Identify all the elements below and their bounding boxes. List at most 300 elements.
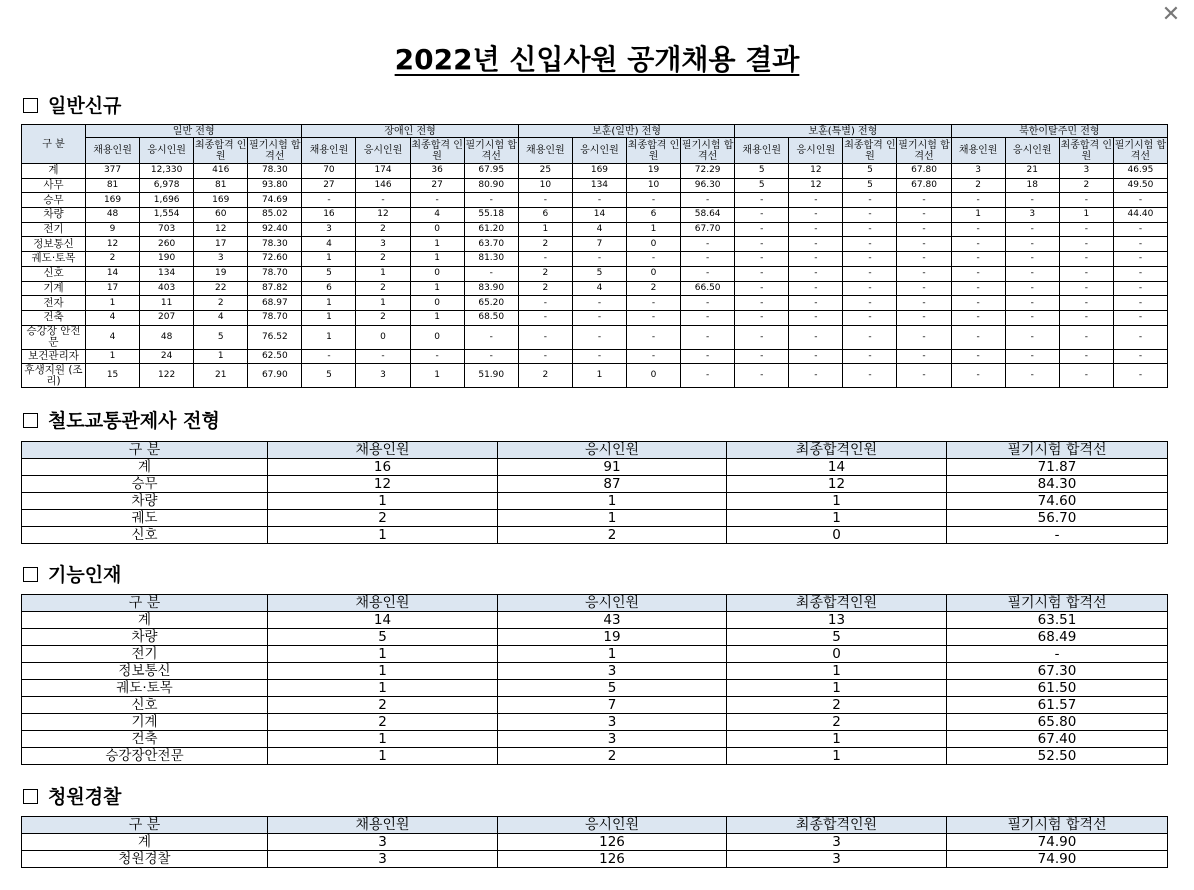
table-cell: - — [356, 349, 410, 364]
table-cell: - — [735, 222, 789, 237]
table-cell: - — [1005, 296, 1059, 311]
row-label: 차량 — [22, 493, 268, 510]
table-cell: 4 — [86, 310, 140, 325]
table-cell: - — [843, 237, 897, 252]
table-cell: 12 — [727, 476, 947, 493]
table-cell: 1 — [498, 646, 727, 663]
table-cell: - — [1005, 281, 1059, 296]
sub-header: 응시인원 — [572, 138, 626, 164]
table-row — [22, 178, 1168, 193]
table-cell: - — [843, 296, 897, 311]
table-cell: 67.80 — [897, 164, 951, 179]
row-label: 신호 — [22, 266, 86, 281]
table-cell: - — [1005, 325, 1059, 349]
table-cell: - — [735, 252, 789, 267]
table-cell: 1 — [727, 493, 947, 510]
table-cell: 3 — [302, 222, 356, 237]
table-cell: - — [464, 349, 518, 364]
table-cell: 1 — [356, 296, 410, 311]
table-cell: 1 — [518, 222, 572, 237]
table-cell: 17 — [194, 237, 248, 252]
railway-control-table — [21, 441, 1168, 544]
table-cell: - — [1059, 349, 1113, 364]
security-guard-table — [21, 816, 1168, 868]
table-cell: - — [789, 237, 843, 252]
table-cell: 10 — [627, 178, 681, 193]
table-row — [22, 834, 1168, 851]
table-row — [22, 459, 1168, 476]
table-cell: - — [518, 252, 572, 267]
table-cell: 60 — [194, 208, 248, 223]
table-cell: - — [681, 325, 735, 349]
table-row — [22, 527, 1168, 544]
table-cell: 15 — [86, 364, 140, 388]
group-header: 북한이탈주민 전형 — [951, 125, 1167, 138]
table-cell: - — [681, 296, 735, 311]
table-cell: - — [951, 364, 1005, 388]
table-cell: 4 — [572, 281, 626, 296]
table-cell: - — [1005, 252, 1059, 267]
table-row — [22, 349, 1168, 364]
table-cell: - — [735, 364, 789, 388]
table-cell: 6 — [627, 208, 681, 223]
sub-header: 응시인원 — [140, 138, 194, 164]
table-cell: - — [627, 310, 681, 325]
table-cell: 1 — [302, 296, 356, 311]
table-cell: - — [1113, 310, 1167, 325]
table-cell: 16 — [268, 459, 498, 476]
table-cell: 18 — [1005, 178, 1059, 193]
table-row — [22, 296, 1168, 311]
table-cell: - — [1113, 349, 1167, 364]
sub-header: 채용인원 — [86, 138, 140, 164]
table-cell: 3 — [498, 714, 727, 731]
row-label: 차량 — [22, 208, 86, 223]
table-cell: - — [572, 296, 626, 311]
table-cell: - — [410, 193, 464, 208]
table-cell: 207 — [140, 310, 194, 325]
table-cell: - — [1005, 349, 1059, 364]
table-cell: 2 — [498, 527, 727, 544]
table-cell: - — [1059, 222, 1113, 237]
table-row — [22, 325, 1168, 349]
table-cell: - — [789, 349, 843, 364]
table-cell: 21 — [194, 364, 248, 388]
table-cell: 1 — [268, 527, 498, 544]
table-cell: 5 — [843, 178, 897, 193]
table-cell: 25 — [518, 164, 572, 179]
table-cell: - — [897, 252, 951, 267]
table-cell: 6 — [518, 208, 572, 223]
row-label: 건축 — [22, 731, 268, 748]
table-row — [22, 697, 1168, 714]
table-cell: 11 — [140, 296, 194, 311]
table-cell: - — [789, 222, 843, 237]
table-cell: 3 — [498, 731, 727, 748]
row-label: 건축 — [22, 310, 86, 325]
table-cell: - — [627, 252, 681, 267]
table-cell: 2 — [356, 310, 410, 325]
table-cell: 61.57 — [947, 697, 1168, 714]
table-cell: 4 — [86, 325, 140, 349]
table-cell: 74.90 — [947, 851, 1168, 868]
table-row — [22, 164, 1168, 179]
table-cell: - — [1059, 310, 1113, 325]
table-cell: 70 — [302, 164, 356, 179]
table-row — [22, 612, 1168, 629]
table-cell: 1 — [627, 222, 681, 237]
row-label: 청원경찰 — [22, 851, 268, 868]
column-header: 구 분 — [22, 817, 268, 834]
table-cell: 2 — [727, 714, 947, 731]
table-cell: - — [735, 296, 789, 311]
row-label: 승강장 안전문 — [22, 325, 86, 349]
row-label: 신호 — [22, 697, 268, 714]
table-cell: 403 — [140, 281, 194, 296]
column-header: 응시인원 — [498, 817, 727, 834]
table-cell: 3 — [194, 252, 248, 267]
table-cell: - — [735, 193, 789, 208]
table-cell: - — [897, 266, 951, 281]
table-cell: 2 — [356, 222, 410, 237]
section-railway-control-title: 철도교통관제사 전형 — [23, 409, 220, 433]
table-cell: 1,696 — [140, 193, 194, 208]
row-label: 승무 — [22, 476, 268, 493]
table-cell: 5 — [735, 178, 789, 193]
table-cell: 169 — [194, 193, 248, 208]
table-cell: 1 — [572, 364, 626, 388]
table-row — [22, 266, 1168, 281]
table-cell: 19 — [627, 164, 681, 179]
row-label: 정보통신 — [22, 237, 86, 252]
table-cell: 56.70 — [947, 510, 1168, 527]
column-header: 최종합격인원 — [727, 817, 947, 834]
column-header: 채용인원 — [268, 817, 498, 834]
table-cell: 7 — [498, 697, 727, 714]
table-cell: 260 — [140, 237, 194, 252]
table-cell: - — [897, 222, 951, 237]
table-cell: - — [1005, 266, 1059, 281]
table-cell: - — [1113, 252, 1167, 267]
table-cell: 14 — [86, 266, 140, 281]
sub-header: 응시인원 — [356, 138, 410, 164]
table-cell: - — [843, 266, 897, 281]
table-cell: 85.02 — [248, 208, 302, 223]
table-cell: - — [897, 364, 951, 388]
table-cell: 93.80 — [248, 178, 302, 193]
table-cell: 72.29 — [681, 164, 735, 179]
table-cell: 27 — [302, 178, 356, 193]
row-label: 차량 — [22, 629, 268, 646]
table-cell: 81 — [194, 178, 248, 193]
table-cell: - — [843, 349, 897, 364]
table-cell: 1 — [302, 325, 356, 349]
table-cell: - — [951, 349, 1005, 364]
table-cell: 3 — [951, 164, 1005, 179]
table-row — [22, 193, 1168, 208]
table-cell: 1 — [268, 748, 498, 765]
table-cell: 83.90 — [464, 281, 518, 296]
table-cell: - — [681, 266, 735, 281]
table-cell: - — [951, 237, 1005, 252]
row-label: 전기 — [22, 222, 86, 237]
table-cell: - — [572, 349, 626, 364]
table-cell: - — [1059, 364, 1113, 388]
table-cell: 67.95 — [464, 164, 518, 179]
table-cell: 58.64 — [681, 208, 735, 223]
table-cell: 12 — [86, 237, 140, 252]
sub-header: 최종합격 인원 — [844, 139, 896, 162]
table-cell: 14 — [268, 612, 498, 629]
table-cell: 0 — [627, 237, 681, 252]
table-cell: 1 — [86, 296, 140, 311]
table-row — [22, 476, 1168, 493]
column-header: 구 분 — [22, 442, 268, 459]
table-cell: 3 — [727, 834, 947, 851]
table-row — [22, 663, 1168, 680]
table-row — [22, 851, 1168, 868]
table-cell: 1 — [268, 646, 498, 663]
table-cell: 43 — [498, 612, 727, 629]
row-label: 기계 — [22, 714, 268, 731]
column-header: 채용인원 — [268, 442, 498, 459]
table-cell: 48 — [140, 325, 194, 349]
table-cell: - — [843, 193, 897, 208]
table-cell: 146 — [356, 178, 410, 193]
table-cell: - — [897, 325, 951, 349]
table-cell: 2 — [518, 364, 572, 388]
table-cell: 2 — [518, 266, 572, 281]
table-row — [22, 646, 1168, 663]
table-cell: 12 — [789, 164, 843, 179]
table-cell: 5 — [735, 164, 789, 179]
table-row — [22, 510, 1168, 527]
table-cell: - — [789, 310, 843, 325]
table-cell: - — [951, 281, 1005, 296]
table-cell: 3 — [356, 364, 410, 388]
table-cell: 16 — [302, 208, 356, 223]
table-cell: 78.70 — [248, 266, 302, 281]
table-row — [22, 208, 1168, 223]
table-cell: - — [1005, 237, 1059, 252]
table-cell: 1 — [268, 663, 498, 680]
table-cell: - — [789, 208, 843, 223]
table-cell: - — [735, 349, 789, 364]
table-cell: 67.30 — [947, 663, 1168, 680]
table-cell: 61.50 — [947, 680, 1168, 697]
table-cell: 12 — [789, 178, 843, 193]
table-cell: - — [518, 349, 572, 364]
table-cell: - — [464, 325, 518, 349]
row-label: 사무 — [22, 178, 86, 193]
table-row — [22, 731, 1168, 748]
table-cell: 12 — [268, 476, 498, 493]
page-title: 2022년 신입사원 공개채용 결과 — [394, 43, 800, 76]
table-cell: 1 — [727, 748, 947, 765]
table-cell: - — [947, 527, 1168, 544]
table-cell: - — [681, 349, 735, 364]
table-cell: - — [843, 281, 897, 296]
table-cell: - — [1113, 222, 1167, 237]
table-cell: 71.87 — [947, 459, 1168, 476]
table-cell: 2 — [951, 178, 1005, 193]
table-cell: - — [518, 325, 572, 349]
table-cell: - — [1005, 222, 1059, 237]
table-cell: 22 — [194, 281, 248, 296]
table-cell: - — [1005, 193, 1059, 208]
section-skilled-talent-title: 기능인재 — [23, 563, 121, 587]
sub-header: 채용인원 — [302, 138, 356, 164]
table-cell: - — [1113, 237, 1167, 252]
sub-header: 채용인원 — [951, 138, 1005, 164]
table-cell: - — [572, 310, 626, 325]
table-cell: 78.70 — [248, 310, 302, 325]
table-cell: - — [681, 310, 735, 325]
row-label: 전기 — [22, 646, 268, 663]
table-cell: - — [843, 252, 897, 267]
table-cell: 24 — [140, 349, 194, 364]
table-cell: - — [947, 646, 1168, 663]
table-cell: 72.60 — [248, 252, 302, 267]
table-cell: - — [681, 364, 735, 388]
sub-header: 필기시험 합격선 — [898, 139, 950, 162]
table-cell: 3 — [727, 851, 947, 868]
table-cell: 4 — [302, 237, 356, 252]
table-cell: - — [302, 349, 356, 364]
table-cell: 0 — [410, 296, 464, 311]
table-cell: - — [464, 193, 518, 208]
general-recruitment-table — [21, 124, 1168, 388]
table-cell: 67.40 — [947, 731, 1168, 748]
table-cell: - — [1059, 237, 1113, 252]
table-cell: - — [897, 193, 951, 208]
table-cell: 0 — [627, 364, 681, 388]
table-cell: 377 — [86, 164, 140, 179]
table-cell: 74.69 — [248, 193, 302, 208]
table-cell: 19 — [194, 266, 248, 281]
column-header: 응시인원 — [498, 442, 727, 459]
table-cell: 1 — [951, 208, 1005, 223]
table-cell: - — [843, 364, 897, 388]
table-cell: - — [572, 193, 626, 208]
table-cell: 80.90 — [464, 178, 518, 193]
table-cell: 44.40 — [1113, 208, 1167, 223]
table-cell: 3 — [356, 237, 410, 252]
table-cell: 2 — [268, 510, 498, 527]
table-cell: 1 — [498, 510, 727, 527]
table-cell: 9 — [86, 222, 140, 237]
column-header: 응시인원 — [498, 595, 727, 612]
table-cell: - — [627, 349, 681, 364]
table-cell: 61.20 — [464, 222, 518, 237]
group-header: 장애인 전형 — [302, 125, 518, 138]
column-header: 구 분 — [22, 595, 268, 612]
table-cell: - — [897, 208, 951, 223]
table-cell: 2 — [86, 252, 140, 267]
checkbox-icon — [23, 567, 38, 582]
table-cell: 21 — [1005, 164, 1059, 179]
table-cell: - — [735, 325, 789, 349]
table-cell: - — [789, 252, 843, 267]
table-cell: - — [356, 193, 410, 208]
table-cell: 0 — [410, 266, 464, 281]
table-cell: - — [410, 349, 464, 364]
checkbox-icon — [23, 98, 38, 113]
table-cell: - — [1005, 310, 1059, 325]
table-cell: - — [1113, 266, 1167, 281]
table-cell: 12 — [194, 222, 248, 237]
sub-header: 최종합격 인원 — [411, 139, 463, 162]
table-cell: - — [1005, 364, 1059, 388]
table-cell: - — [1059, 281, 1113, 296]
table-cell: - — [789, 296, 843, 311]
table-cell: 2 — [268, 714, 498, 731]
table-row — [22, 629, 1168, 646]
table-cell: 48 — [86, 208, 140, 223]
table-cell: - — [843, 208, 897, 223]
table-cell: 6,978 — [140, 178, 194, 193]
table-cell: 134 — [572, 178, 626, 193]
table-cell: 5 — [194, 325, 248, 349]
table-row — [22, 748, 1168, 765]
table-cell: - — [1059, 296, 1113, 311]
table-cell: - — [518, 310, 572, 325]
table-cell: - — [897, 310, 951, 325]
table-cell: - — [1113, 364, 1167, 388]
table-cell: 1 — [268, 680, 498, 697]
table-cell: 2 — [498, 748, 727, 765]
table-cell: - — [1059, 193, 1113, 208]
table-cell: 74.90 — [947, 834, 1168, 851]
table-row — [22, 714, 1168, 731]
table-cell: 2 — [194, 296, 248, 311]
table-cell: 87 — [498, 476, 727, 493]
row-label: 신호 — [22, 527, 268, 544]
table-cell: - — [1059, 266, 1113, 281]
table-cell: - — [951, 193, 1005, 208]
table-cell: 91 — [498, 459, 727, 476]
table-cell: - — [789, 281, 843, 296]
table-cell: 1 — [302, 252, 356, 267]
close-icon[interactable]: ✕ — [1161, 2, 1181, 27]
table-cell: 27 — [410, 178, 464, 193]
table-cell: 0 — [410, 325, 464, 349]
table-cell: 4 — [410, 208, 464, 223]
table-cell: 5 — [498, 680, 727, 697]
table-cell: - — [572, 252, 626, 267]
table-cell: 1 — [727, 731, 947, 748]
table-cell: - — [897, 349, 951, 364]
table-cell: 81 — [86, 178, 140, 193]
table-cell: 2 — [356, 252, 410, 267]
table-cell: 63.70 — [464, 237, 518, 252]
sub-header: 필기시험 합격선 — [465, 139, 517, 162]
row-label: 기계 — [22, 281, 86, 296]
table-cell: - — [681, 237, 735, 252]
table-cell: - — [789, 325, 843, 349]
table-cell: - — [1059, 325, 1113, 349]
table-cell: 1 — [727, 663, 947, 680]
table-cell: 0 — [627, 266, 681, 281]
sub-header: 필기시험 합격선 — [1114, 139, 1167, 162]
row-label: 승무 — [22, 193, 86, 208]
sub-header: 최종합격 인원 — [627, 139, 680, 162]
table-cell: 68.50 — [464, 310, 518, 325]
table-cell: - — [518, 193, 572, 208]
table-cell: 0 — [727, 646, 947, 663]
table-cell: 51.90 — [464, 364, 518, 388]
table-row — [22, 281, 1168, 296]
